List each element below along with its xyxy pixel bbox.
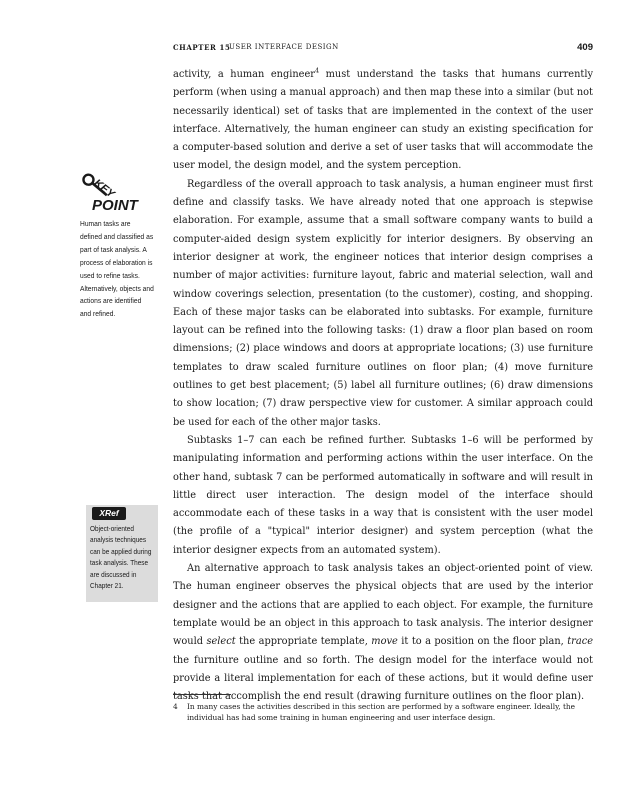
chapter-label: CHAPTER 15 — [173, 43, 231, 52]
key-point-logo-point: POINT — [92, 197, 138, 214]
running-header — [173, 42, 593, 56]
paragraph-1: activity, a human engineer$^4$ must understand the tasks that humans currently perform (when using a manual approach) and then map these into a similar (but not necessarily identical) set of tasks that are implemented in the context of the user interface. Alternatively, the human engineer can study an existing specification for a computer-based solution and derive a set of user tasks that will accommodate the user model, the design model, and the system perception. — [173, 66, 593, 172]
key-point-icon — [80, 172, 160, 214]
paragraph-3: Subtasks 1–7 can each be refined further. Subtasks 1–6 will be performed by manipulating information and performing actions within the user interface. On the other hand, subtask 7 can be performed automatically in software and will result in little direct user interaction. The design model of the interface should accommodate each of these tasks in a way that is consistent with the user model (the profile of a "typical" interior designer) and system perception (what the interior designer expects from an automated system). — [173, 434, 593, 556]
body-text — [173, 66, 593, 706]
footnote-text: In many cases the activities described in this section are performed by a software engineer. Ideally, the individual has had some training in human engineering and user interface design. — [187, 702, 576, 723]
xref-text: Object-oriented analysis techniques can be applied during task analysis. These are discussed in Chapter 21. — [90, 524, 152, 591]
term-trace: trace — [567, 636, 593, 648]
term-move: move — [371, 636, 398, 648]
footnote-number: 4 — [173, 702, 178, 711]
xref-sidebar — [86, 505, 158, 602]
footnote-marker[interactable]: 4 — [314, 66, 320, 75]
paragraph-4: An alternative approach to task analysis takes an object-oriented point of view. The human engineer observes the physical objects that are used by the interior designer and the actions that are applied to each object. For example, the furniture template would be an object in this approach to task analysis. The interior designer would select the appropriate template, move it to a position on the floor plan, trace the furniture outline and so forth. The design model for the interface would not provide a literal implementation for each of these actions, but it would define user tasks that accomplish the end result (drawing furniture outlines on the floor plan). — [173, 563, 593, 703]
chapter-title: USER INTERFACE DESIGN — [229, 43, 339, 51]
footnote — [173, 701, 593, 724]
footnote-rule — [173, 694, 231, 695]
keypoint-text: Human tasks are defined and classified as part of task analysis. A process of elaboration is used to refine tasks. Alternatively, objects and actions are identified and refined. — [80, 219, 154, 319]
term-select: select — [206, 636, 236, 648]
page-number: 409 — [577, 42, 593, 53]
paragraph-2: Regardless of the overall approach to task analysis, a human engineer must first define and classify tasks. We have already noted that one approach is stepwise elaboration. For example, assume that a small software company wants to build a computer-aided design system explicitly for interior designers. By observing an interior designer at work, the engineer notices that interior design comprises a number of major activities: furniture layout, fabric and material selection, wall and window coverings selection, presentation (to the customer), costing, and shopping. Each of these major tasks can be elaborated into subtasks. For example, furniture layout can be refined into the following tasks: (1) draw a floor plan based on room dimensions; (2) place windows and doors at appropriate locations; (3) use furniture templates to draw scaled furniture outlines on floor plan; (4) move furniture outlines to get best placement; (5) label all furniture outlines; (6) draw dimensions to show location; (7) draw perspective view for customer. A similar approach could be used for each of the other major tasks. — [173, 178, 593, 428]
key-point-logo-key: KEY — [91, 177, 117, 201]
xref-tag: XRef — [92, 507, 126, 520]
keypoint-sidebar — [80, 172, 160, 321]
